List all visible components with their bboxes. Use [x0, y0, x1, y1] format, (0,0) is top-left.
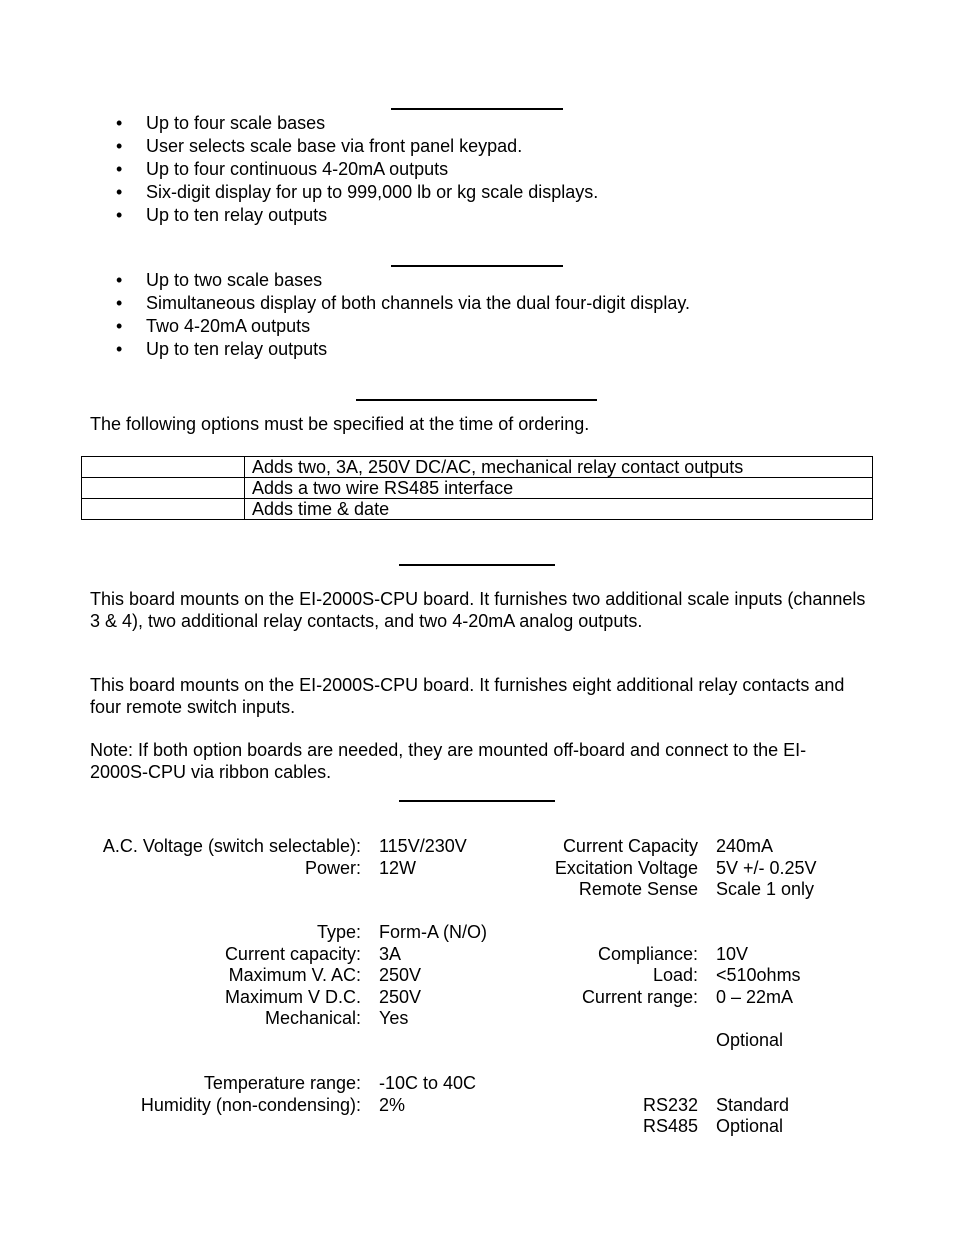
spec-value: 5V +/- 0.25V — [716, 858, 817, 878]
spec-label: Current capacity: — [224, 944, 361, 964]
list-item: • Up to two scale bases — [114, 269, 690, 292]
spec-value: Standard — [716, 1095, 790, 1115]
spec-label: Current range: — [581, 987, 698, 1007]
spec-label: Power: — [304, 858, 361, 878]
spec-label: Maximum V. AC: — [228, 965, 361, 985]
table-row — [82, 457, 873, 478]
list-item: • Two 4-20mA outputs — [114, 315, 690, 338]
table-row — [82, 499, 873, 520]
spec-value: Form-A (N/O) — [379, 922, 487, 942]
spec-value: -10C to 40C — [379, 1073, 477, 1093]
spec-value: Optional — [716, 1030, 784, 1050]
spec-label: Maximum V D.C. — [224, 987, 361, 1007]
spec-value: Yes — [379, 1008, 409, 1028]
list-item: • User selects scale base via front panel keypad. — [114, 135, 598, 158]
board-note: Note: If both option boards are needed, they are mounted off-board and connect to the EI-2000S-CPU via ribbon cables. — [90, 740, 807, 782]
spec-label: RS232 — [642, 1095, 698, 1115]
list-item: • Simultaneous display of both channels via the dual four-digit display. — [114, 292, 690, 315]
option-description-cell: Adds a two wire RS485 interface — [245, 478, 873, 499]
heading-rule-specifications — [399, 800, 555, 802]
option-code-cell — [82, 457, 245, 478]
spec-label: Current Capacity — [562, 836, 698, 856]
spec-label: Load: — [652, 965, 698, 985]
spec-value: 250V — [379, 965, 422, 985]
spec-value: 10V — [716, 944, 749, 964]
board-paragraph-1: This board mounts on the EI-2000S-CPU board. It furnishes two additional scale inputs (channels 3 & 4), two additional relay contacts, and two 4-20mA analog outputs. — [90, 589, 866, 631]
board-paragraph-2: This board mounts on the EI-2000S-CPU board. It furnishes eight additional relay contacts and four remote switch inputs. — [90, 675, 845, 717]
option-code-cell — [82, 478, 245, 499]
spec-label: RS485 — [642, 1116, 698, 1136]
spec-value: 240mA — [716, 836, 774, 856]
spec-value: Optional — [716, 1116, 784, 1136]
option-description-cell: Adds two, 3A, 250V DC/AC, mechanical relay contact outputs — [245, 457, 873, 478]
four-channel-feature-list — [114, 112, 598, 227]
option-description-cell: Adds time & date — [245, 499, 873, 520]
spec-label: Remote Sense — [578, 879, 698, 899]
spec-label: Type: — [316, 922, 361, 942]
spec-value: Scale 1 only — [716, 879, 815, 899]
list-item: • Up to four scale bases — [114, 112, 598, 135]
spec-label: Humidity (non-condensing): — [140, 1095, 361, 1115]
spec-label: Mechanical: — [264, 1008, 361, 1028]
options-table — [81, 456, 873, 520]
spec-label: Temperature range: — [203, 1073, 361, 1093]
list-item: • Up to ten relay outputs — [114, 204, 598, 227]
list-item: • Up to ten relay outputs — [114, 338, 690, 361]
spec-value: 2% — [379, 1095, 406, 1115]
spec-value: 115V/230V — [379, 836, 467, 856]
spec-value: 250V — [379, 987, 422, 1007]
options-intro: The following options must be specified at the time of ordering. — [90, 414, 590, 434]
spec-value: 0 – 22mA — [716, 987, 794, 1007]
two-channel-feature-list — [114, 269, 690, 361]
spec-label: A.C. Voltage (switch selectable): — [102, 836, 361, 856]
option-code-cell — [82, 499, 245, 520]
spec-value: 12W — [379, 858, 417, 878]
spec-value: <510ohms — [716, 965, 801, 985]
heading-rule-options — [356, 399, 597, 401]
spec-label: Excitation Voltage — [554, 858, 698, 878]
heading-rule-two-channel — [391, 265, 563, 267]
table-row — [82, 478, 873, 499]
list-item: • Six-digit display for up to 999,000 lb or kg scale displays. — [114, 181, 598, 204]
spec-label: Compliance: — [597, 944, 698, 964]
heading-rule-option-boards — [399, 564, 555, 566]
list-item: • Up to four continuous 4-20mA outputs — [114, 158, 598, 181]
spec-value: 3A — [379, 944, 402, 964]
heading-rule-four-channel — [391, 108, 563, 110]
